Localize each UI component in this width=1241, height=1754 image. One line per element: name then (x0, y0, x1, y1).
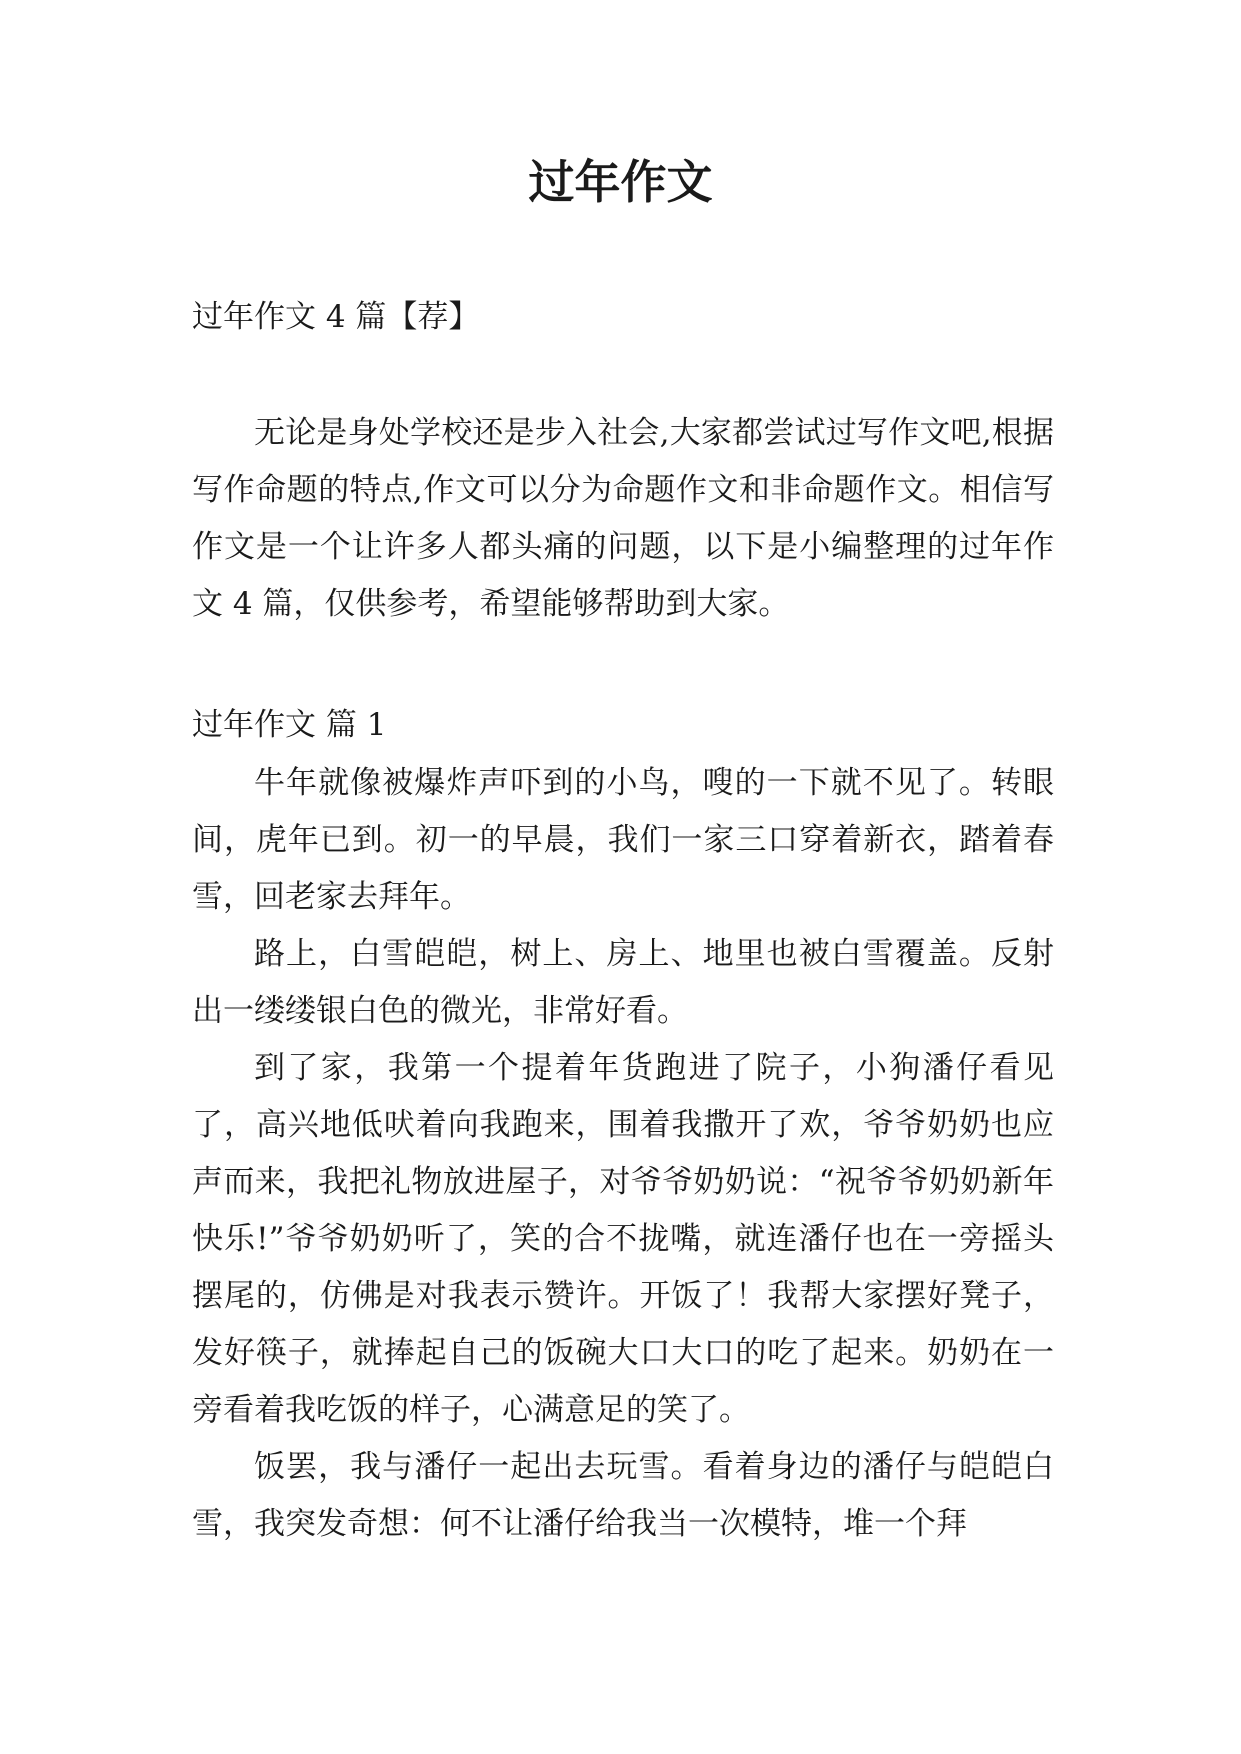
body-paragraph: 到了家，我第一个提着年货跑进了院子，小狗潘仔看见了，高兴地低吠着向我跑来，围着我撒开了欢，爷爷奶奶也应声而来，我把礼物放进屋子，对爷爷奶奶说：“祝爷爷奶奶新年快乐!”爷爷奶奶听了，笑的合不拢嘴，就连潘仔也在一旁摇头摆尾的，仿佛是对我表示赞许。开饭了！我帮大家摆好凳子，发好筷子，就捧起自己的饭碗大口大口的吃了起来。奶奶在一旁看着我吃饭的样子，心满意足的笑了。 (192, 1050, 1054, 1428)
intro-paragraph: 无论是身处学校还是步入社会,大家都尝试过写作文吧,根据写作命题的特点,作文可以分为命题作文和非命题作文。相信写作文是一个让许多人都头痛的问题，以下是小编整理的过年作文 4 篇，仅供参考，希望能够帮助到大家。 (192, 415, 1054, 622)
essay-body (192, 755, 1054, 1553)
body-paragraph: 路上，白雪皑皑，树上、房上、地里也被白雪覆盖。反射出一缕缕银白色的微光，非常好看。 (192, 936, 1054, 1029)
section-heading: 过年作文 篇 1 (192, 707, 387, 743)
body-paragraph: 牛年就像被爆炸声吓到的小鸟，嗖的一下就不见了。转眼间，虎年已到。初一的早晨，我们一家三口穿着新衣，踏着春雪，回老家去拜年。 (192, 765, 1054, 915)
body-paragraph: 饭罢，我与潘仔一起出去玩雪。看着身边的潘仔与皑皑白雪，我突发奇想：何不让潘仔给我当一次模特，堆一个拜 (192, 1449, 1054, 1542)
document-subtitle: 过年作文 4 篇【荐】 (192, 299, 480, 335)
document-title: 过年作文 (528, 155, 713, 209)
